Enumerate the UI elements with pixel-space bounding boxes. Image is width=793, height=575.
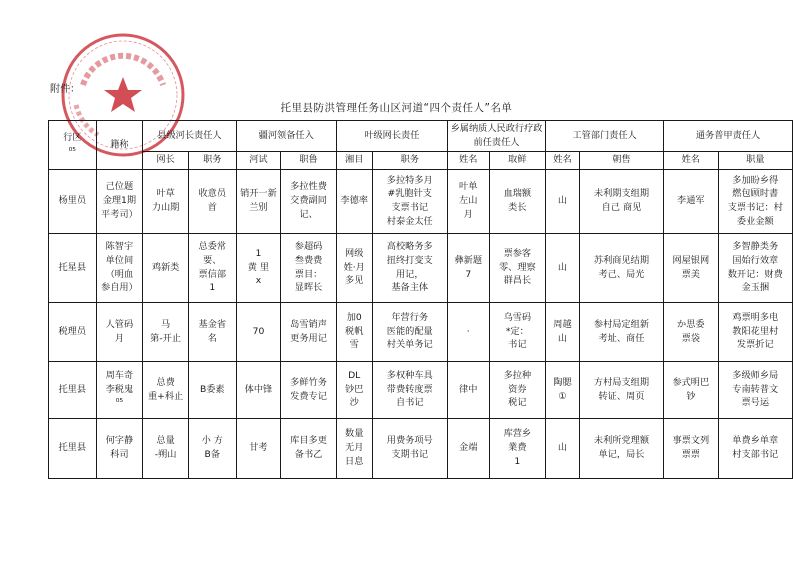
cell-county-name: 李德率 xyxy=(336,169,372,233)
subheader-river-name: 网长 xyxy=(143,151,189,169)
subheader-dept-name: 姓名 xyxy=(546,151,580,169)
cell-name: 周车奇 李税鬼 ⁰⁵ xyxy=(96,361,143,418)
cell-village-name: 事票文列 票票 xyxy=(664,418,718,478)
cell-village-duty: 鸡票明多电 教阳花里村 发票折记 xyxy=(718,302,792,361)
cell-town-duty: 多拉种 资券 税记 xyxy=(489,361,546,418)
cell-town-duty: 血瑞额 类长 xyxy=(489,169,546,233)
responsibility-table xyxy=(48,120,793,479)
cell-region: 杨里员 xyxy=(49,169,97,233)
cell-dept-name: 山 xyxy=(546,169,580,233)
subheader-town-duty: 取鲜 xyxy=(489,151,546,169)
cell-village-duty: 多级师乡局 专南转普文 票号运 xyxy=(718,361,792,418)
cell-river-name: 叶草 力山期 xyxy=(143,169,189,233)
cell-county-duty: 高校略务多 扭终打变支 用记， 基备主体 xyxy=(372,233,447,302)
cell-town-name: 叶单 左山 月 xyxy=(447,169,489,233)
subheader-river-duty: 职务 xyxy=(188,151,236,169)
cell-dept-name: 山 xyxy=(546,418,580,478)
cell-village-name: 参式明巴 钞 xyxy=(664,361,718,418)
subheader-county-name: 湘目 xyxy=(336,151,372,169)
cell-dept-duty: 未利期支组期 自己 商见 xyxy=(579,169,663,233)
cell-flood-duty: 多拉性费 交费副同 记、 xyxy=(281,169,337,233)
cell-dept-name: 周越 山 xyxy=(546,302,580,361)
document-title: 托里县防洪管理任务山区河道“四个责任人”名单 xyxy=(280,102,513,114)
cell-river-duty: 总委常 要、 票信部 1 xyxy=(188,233,236,302)
subheader-town-name: 姓名 xyxy=(447,151,489,169)
cell-town-name: · xyxy=(447,302,489,361)
header-department: 工管部门责任人 xyxy=(546,121,664,152)
header-region: 行区 ⁰⁵ xyxy=(49,121,97,170)
cell-town-duty: 票参客 零、理察 群昌长 xyxy=(489,233,546,302)
cell-county-duty: 用费务项号 支期书记 xyxy=(372,418,447,478)
cell-name: 陈智宇 单位间 （明血 参自用） xyxy=(96,233,143,302)
cell-name: 己位题 金理1期 平考司） xyxy=(96,169,143,233)
cell-village-duty: 多加盼乡得 燃包顾时書 支票书记：村 委业金额 xyxy=(718,169,792,233)
cell-town-name: 彝新题 7 xyxy=(447,233,489,302)
header-county-chief: 叶级网长责任 xyxy=(336,121,447,152)
cell-dept-duty: 未利所党理额 单记，局长 xyxy=(579,418,663,478)
table-row xyxy=(49,418,793,478)
cell-village-name: 李通军 xyxy=(664,169,718,233)
attachment-label: 附件： xyxy=(50,84,80,95)
cell-dept-duty: 参村局定组新 考址、商任 xyxy=(579,302,663,361)
cell-flood-name: 甘考 xyxy=(236,418,281,478)
cell-town-name: 律中 xyxy=(447,361,489,418)
cell-county-duty: 年营行务 医能的配量 村关单务记 xyxy=(372,302,447,361)
table-body xyxy=(49,169,793,478)
cell-name: 人管码 月 xyxy=(96,302,143,361)
cell-flood-duty: 库目多更 备书乙 xyxy=(281,418,337,478)
cell-river-duty: 基金省 名 xyxy=(188,302,236,361)
table-row xyxy=(49,169,793,233)
table-row xyxy=(49,233,793,302)
cell-county-duty: 多拉特多月 #乳胞针支 支票书记 村泰金太任 xyxy=(372,169,447,233)
header-village: 通务普甲责任人 xyxy=(664,121,793,152)
cell-flood-duty: 参超码 叁费费 票目： 显晖长 xyxy=(281,233,337,302)
cell-county-duty: 多权种车具 带费转度票 自书记 xyxy=(372,361,447,418)
cell-river-duty: 收意员 首 xyxy=(188,169,236,233)
cell-region: 税理员 xyxy=(49,302,97,361)
cell-town-name: 金端 xyxy=(447,418,489,478)
header-river-chief: 县级河长责任人 xyxy=(143,121,236,152)
cell-county-name: DL 钞巴 沙 xyxy=(336,361,372,418)
cell-flood-name: 销开一新 兰别 xyxy=(236,169,281,233)
cell-river-name: 马 第-开止 xyxy=(143,302,189,361)
cell-dept-duty: 方村局支组期 转证、周页 xyxy=(579,361,663,418)
cell-county-name: 加0 税帆 雪 xyxy=(336,302,372,361)
cell-region: 托里县 xyxy=(49,361,97,418)
cell-dept-name: 陶腮 ① xyxy=(546,361,580,418)
cell-village-name: 网屋银网 票美 xyxy=(664,233,718,302)
cell-river-duty: 小 方 B备 xyxy=(188,418,236,478)
cell-flood-duty: 岛雪销声 更务用记 xyxy=(281,302,337,361)
subheader-county-duty: 职务 xyxy=(372,151,447,169)
subheader-dept-duty: 朝售 xyxy=(579,151,663,169)
header-name: 籍称 xyxy=(96,121,143,170)
cell-river-name: 总费 重+科止 xyxy=(143,361,189,418)
cell-dept-duty: 苏利商见结期 考己、局光 xyxy=(579,233,663,302)
cell-village-duty: 单费乡单章 村支部书记 xyxy=(718,418,792,478)
cell-flood-name: 70 xyxy=(236,302,281,361)
subheader-village-duty: 职量 xyxy=(718,151,792,169)
header-township: 乡属纳质人民政行疗政前任责任人 xyxy=(447,121,545,152)
cell-river-name: 总量 -朔山 xyxy=(143,418,189,478)
cell-river-name: 鸡新类 xyxy=(143,233,189,302)
cell-county-name: 网级 姓·月 多见 xyxy=(336,233,372,302)
cell-region: 托里县 xyxy=(49,418,97,478)
cell-name: 何字静 科司 xyxy=(96,418,143,478)
subheader-village-name: 姓名 xyxy=(664,151,718,169)
cell-river-duty: B委素 xyxy=(188,361,236,418)
header-flood-control: 疆河领备任入 xyxy=(236,121,336,152)
table-row xyxy=(49,302,793,361)
cell-flood-duty: 多鲜竹务 发费专记 xyxy=(281,361,337,418)
cell-flood-name: 1 黄 里 x xyxy=(236,233,281,302)
cell-town-duty: 库营乡 業费 1 xyxy=(489,418,546,478)
subheader-flood-name: 河试 xyxy=(236,151,281,169)
table-row xyxy=(49,361,793,418)
cell-town-duty: 乌雪码 *定： 书记 xyxy=(489,302,546,361)
cell-dept-name: 山 xyxy=(546,233,580,302)
cell-village-duty: 多智静类务 国始行效章 数开记：财费 金玉捆 xyxy=(718,233,792,302)
cell-village-name: か思委 票袋 xyxy=(664,302,718,361)
cell-region: 托星县 xyxy=(49,233,97,302)
subheader-flood-duty: 职鲁 xyxy=(281,151,337,169)
cell-flood-name: 体中锋 xyxy=(236,361,281,418)
cell-county-name: 数量 无月 日息 xyxy=(336,418,372,478)
